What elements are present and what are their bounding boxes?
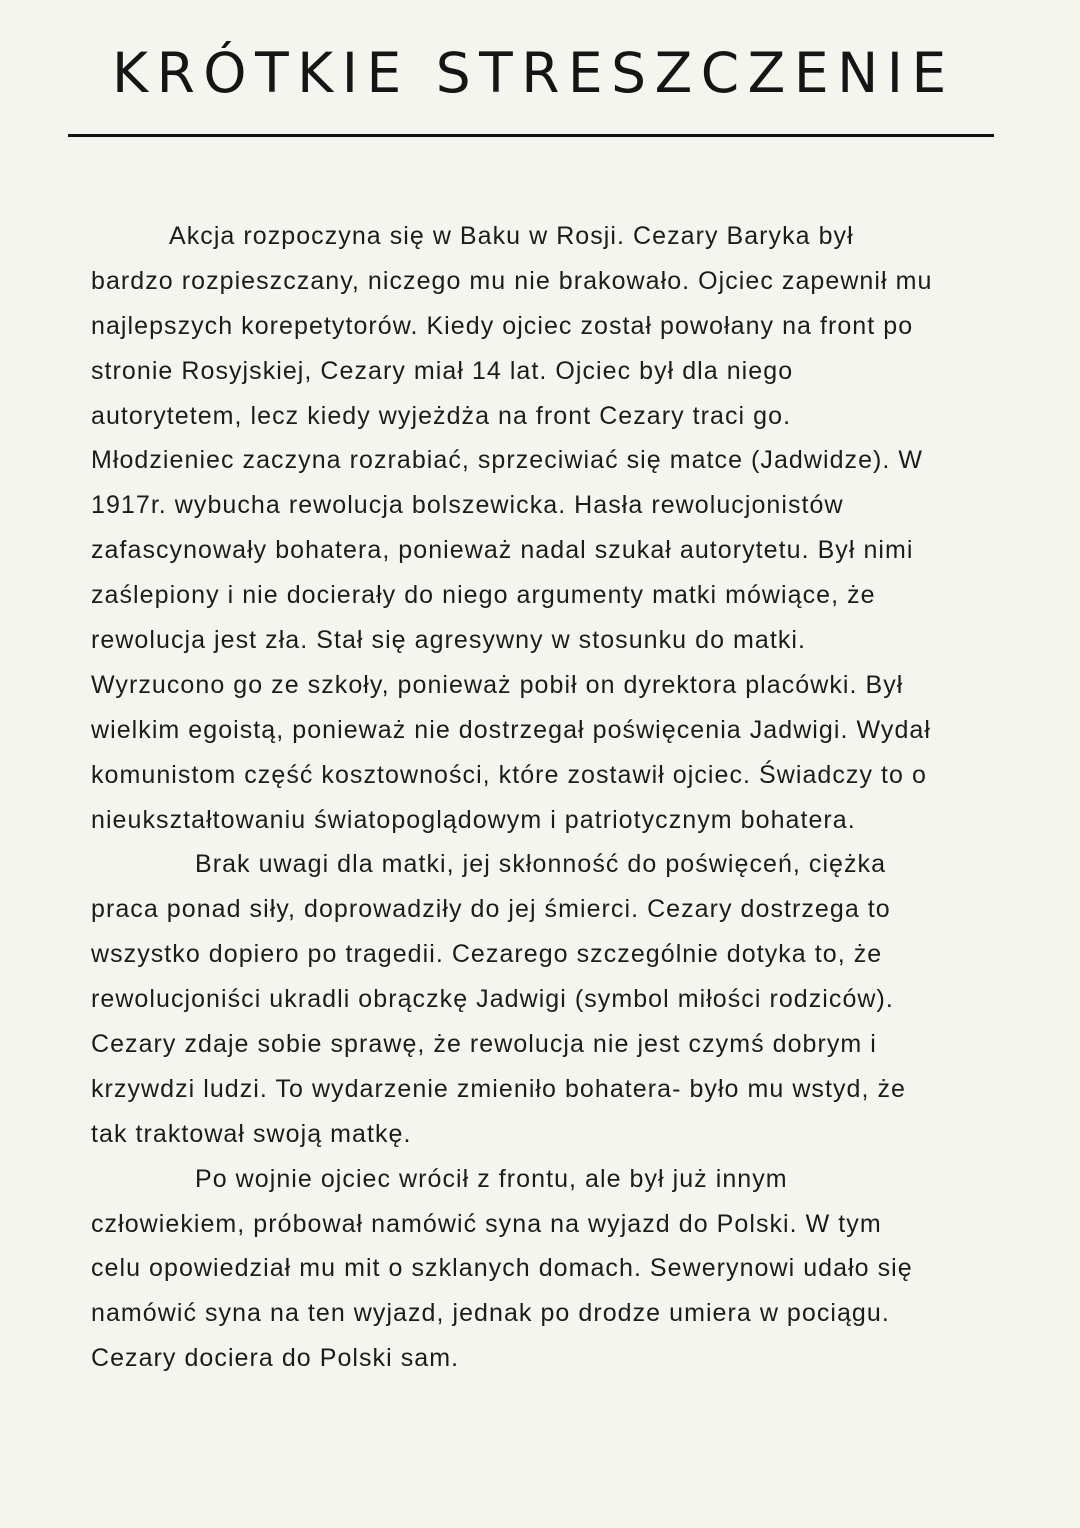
text-line: autorytetem, lecz kiedy wyjeżdża na front Cezary traci go. (91, 401, 792, 430)
text-line: 1917r. wybucha rewolucja bolszewicka. Hasła rewolucjonistów (91, 491, 844, 520)
text-line: człowiekiem, próbował namówić syna na wyjazd do Polski. W tym (91, 1209, 882, 1238)
text-line: zafascynowały bohatera, ponieważ nadal szukał autorytetu. Był nimi (91, 536, 914, 565)
paragraph-3 (91, 1157, 1031, 1381)
text-line: najlepszych korepetytorów. Kiedy ojciec został powołany na front po (91, 311, 914, 340)
text-line: zaślepiony i nie docierały do niego argumenty matki mówiące, że (91, 581, 876, 610)
text-line: wielkim egoistą, ponieważ nie dostrzegał poświęcenia Jadwigi. Wydał (91, 715, 931, 744)
text-line: nieukształtowaniu światopoglądowym i patriotycznym bohatera. (91, 805, 856, 834)
text-line: Wyrzucono go ze szkoły, ponieważ pobił on dyrektora placówki. Był (91, 670, 904, 699)
text-line: rewolucja jest zła. Stał się agresywny w stosunku do matki. (91, 626, 807, 655)
text-line: Cezary dociera do Polski sam. (91, 1344, 460, 1373)
title-divider (68, 134, 994, 137)
text-line: Brak uwagi dla matki, jej skłonność do poświęceń, ciężka (195, 850, 887, 879)
text-line: tak traktował swoją matkę. (91, 1119, 412, 1148)
text-line: rewolucjoniści ukradli obrączkę Jadwigi (symbol miłości rodziców). (91, 985, 894, 1014)
text-line: Akcja rozpoczyna się w Baku w Rosji. Cezary Baryka był (169, 222, 854, 250)
text-line: krzywdzi ludzi. To wydarzenie zmieniło bohatera- było mu wstyd, że (91, 1074, 906, 1103)
text-line: komunistom część kosztowności, które zostawił ojciec. Świadczy to o (91, 760, 927, 789)
text-line: Cezary zdaje sobie sprawę, że rewolucja nie jest czymś dobrym i (91, 1030, 877, 1059)
text-line: wszystko dopiero po tragedii. Cezarego szczególnie dotyka to, że (91, 940, 883, 969)
text-line: stronie Rosyjskiej, Cezary miał 14 lat. Ojciec był dla niego (91, 356, 794, 385)
text-line: praca ponad siły, doprowadziły do jej śmierci. Cezary dostrzega to (91, 895, 891, 924)
text-line: bardzo rozpieszczany, niczego mu nie brakowało. Ojciec zapewnił mu (91, 266, 933, 295)
summary-body (91, 214, 1031, 1381)
text-line: Po wojnie ojciec wrócił z frontu, ale był już innym (195, 1164, 788, 1193)
text-line: namówić syna na ten wyjazd, jednak po drodze umiera w pociągu. (91, 1299, 890, 1328)
page-title: KRÓTKIE STRESZCZENIE (112, 41, 955, 105)
paragraph-2 (91, 842, 1031, 1156)
text-line: Młodzieniec zaczyna rozrabiać, sprzeciwiać się matce (Jadwidze). W (91, 446, 924, 475)
text-line: celu opowiedział mu mit o szklanych domach. Sewerynowi udało się (91, 1254, 913, 1283)
paragraph-1 (91, 214, 1031, 842)
